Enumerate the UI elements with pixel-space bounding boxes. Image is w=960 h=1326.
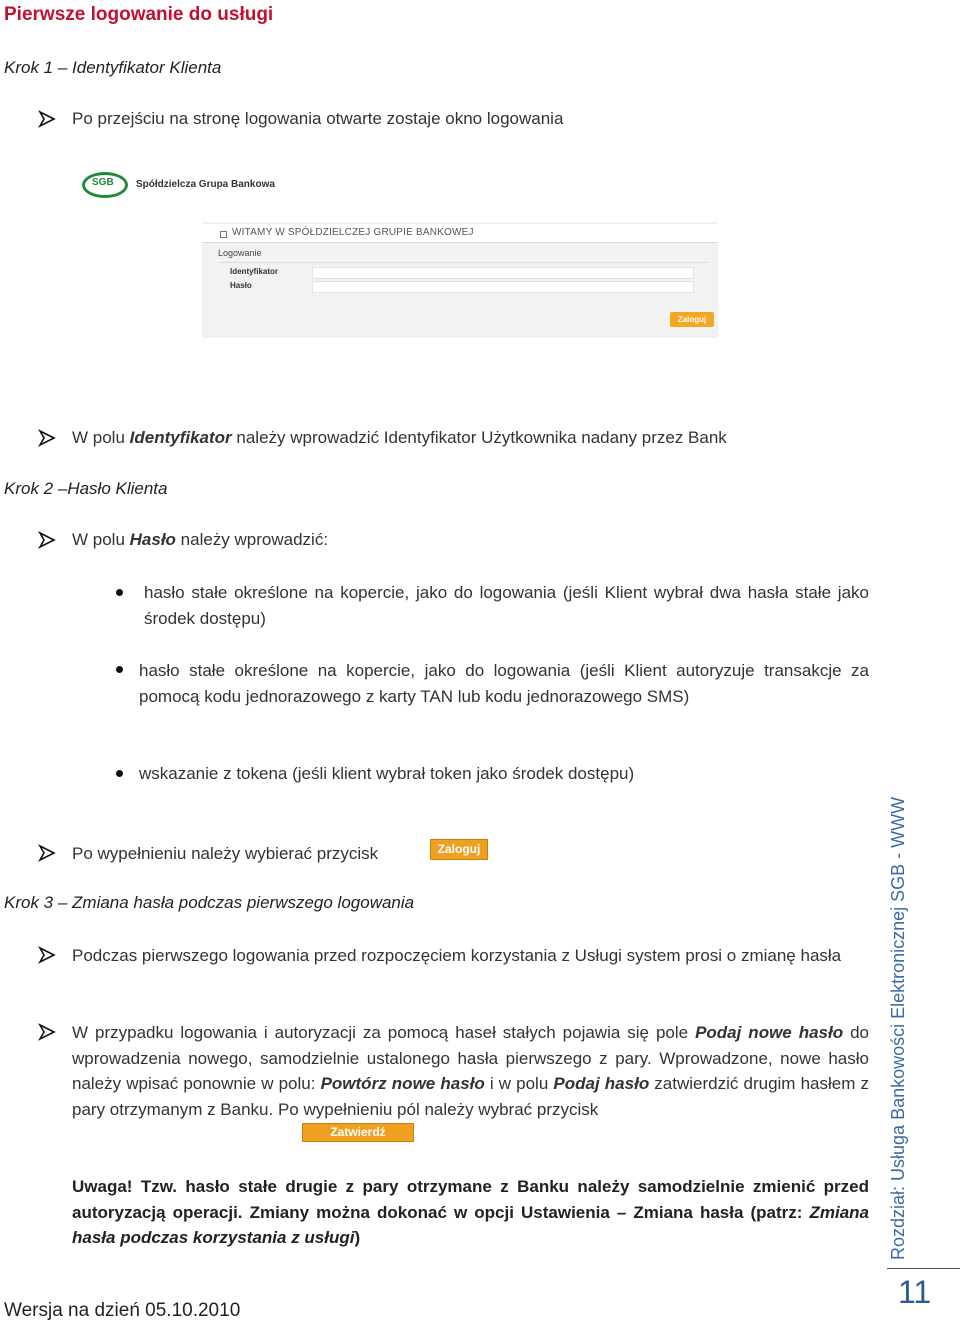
- login-section-label: Logowanie: [218, 248, 262, 258]
- divider: [218, 262, 708, 263]
- identifier-input[interactable]: [312, 267, 694, 279]
- page-title: Pierwsze logowanie do usługi: [4, 4, 274, 25]
- logo-text: Spółdzielcza Grupa Bankowa: [136, 179, 275, 190]
- version-date: Wersja na dzień 05.10.2010: [4, 1300, 241, 1321]
- step3-heading: Krok 3 – Zmiana hasła podczas pierwszego logowania: [4, 893, 415, 912]
- arrow-bullet-icon: [38, 843, 58, 863]
- arrow-bullet-icon: [38, 530, 58, 550]
- step3-note: Uwaga! Tzw. hasło stałe drugie z pary otrzymane z Banku należy samodzielnie zmienić przed autoryzacją operacji. Zmiany można dokonać w opcji Ustawienia – Zmiana hasła (patrz: Zmiana hasła podczas korzystania z usługi): [72, 1177, 869, 1247]
- zaloguj-button[interactable]: Zaloguj: [430, 839, 488, 860]
- sgb-logo: [82, 172, 282, 202]
- step2-after: Po wypełnieniu należy wybierać przycisk: [72, 844, 379, 863]
- arrow-bullet-icon: [38, 109, 58, 129]
- step1-item-2: W polu Identyfikator należy wprowadzić Identyfikator Użytkownika nadany przez Bank: [72, 428, 727, 447]
- step3-item-2: W przypadku logowania i autoryzacji za pomocą haseł stałych pojawia się pole Podaj nowe hasło do wprowadzenia nowego, samodzielnie ustalonego hasła pierwszego z pary. Wprowadzone, nowe hasło należy wpisać ponownie w polu: Powtórz nowe hasło i w polu Podaj hasło zatwierdzić drugim hasłem z pary otrzymanym z Banku. Po wypełnieniu pól należy wybrać przycisk: [72, 1023, 869, 1119]
- step3-item-1: Podczas pierwszego logowania przed rozpoczęciem korzystania z Usługi system prosi o zmianę hasła: [72, 946, 842, 965]
- password-input[interactable]: [312, 281, 694, 293]
- password-label: Hasło: [230, 281, 252, 290]
- step2-bullet-3: wskazanie z tokena (jeśli klient wybrał token jako środek dostępu): [139, 764, 635, 783]
- bullet-dot: [116, 589, 123, 596]
- step1-heading: Krok 1 – Identyfikator Klienta: [4, 58, 222, 77]
- step2-bullet-2: hasło stałe określone na kopercie, jako do logowania (jeśli Klient autoryzuje transakcje za pomocą kodu jednorazowego z karty TAN lub kodu jednorazowego SMS): [139, 661, 869, 706]
- login-panel-title: WITAMY W SPÓŁDZIELCZEJ GRUPIE BANKOWEJ: [232, 227, 474, 238]
- logo-mark: SGB: [92, 177, 114, 188]
- step2-heading: Krok 2 –Hasło Klienta: [4, 479, 168, 498]
- login-panel-header: [202, 224, 718, 243]
- footer-divider: [887, 1268, 960, 1269]
- square-icon: [220, 231, 227, 238]
- chapter-title: Usługa Bankowości Elektronicznej SGB - WWW: [888, 796, 908, 1186]
- arrow-bullet-icon: [38, 1022, 58, 1042]
- login-panel-screenshot: [202, 222, 718, 338]
- arrow-bullet-icon: [38, 945, 58, 965]
- chapter-label: Rozdział:: [888, 1185, 908, 1260]
- page-number: 11: [898, 1274, 932, 1310]
- identifier-label: Identyfikator: [230, 267, 279, 276]
- zatwierdz-button[interactable]: Zatwierdź: [302, 1123, 414, 1142]
- step1-item-1: Po przejściu na stronę logowania otwarte zostaje okno logowania: [72, 109, 564, 128]
- step2-bullet-1: hasło stałe określone na kopercie, jako do logowania (jeśli Klient wybrał dwa hasła stałe jako środek dostępu): [144, 583, 869, 628]
- arrow-bullet-icon: [38, 428, 58, 448]
- bullet-dot: [116, 666, 123, 673]
- step2-intro: W polu Hasło należy wprowadzić:: [72, 530, 329, 549]
- login-button[interactable]: Zaloguj: [670, 312, 714, 327]
- bullet-dot: [116, 770, 123, 777]
